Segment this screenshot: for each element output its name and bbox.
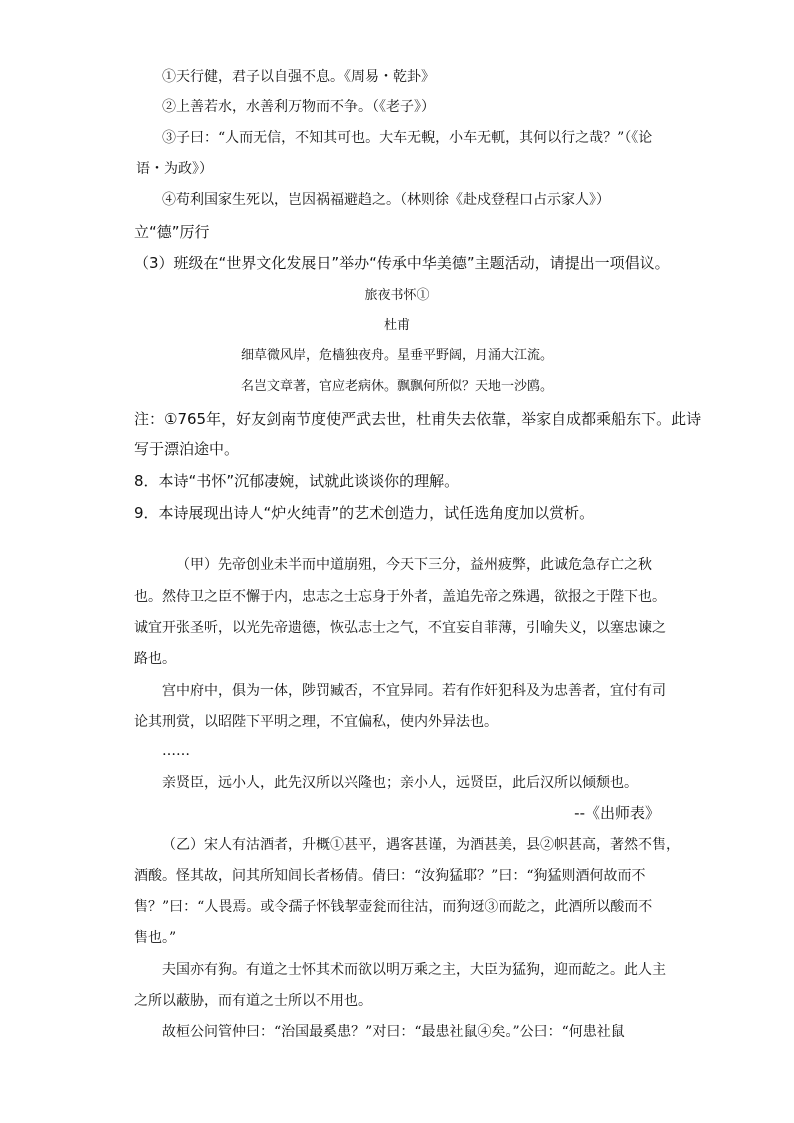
quote-4: ④苟利国家生死以，岂因祸福避趋之。（林则徐《赴戍登程口占示家人》） (162, 192, 610, 208)
passage-b-line: 酒酸。怪其故，问其所知闾长者杨倩。倩曰：“汝狗猛耶？”曰：“狗猛则酒何故而不 (134, 868, 646, 884)
quote-3: ③子曰：“人而无信，不知其可也。大车无輗，小车无軏，其何以行之哉？”（《论 (162, 130, 653, 146)
question-3: （3）班级在“世界文化发展日”举办“传承中华美德”主题活动，请提出一项倡议。 (134, 254, 670, 272)
question-8: 8．本诗“书怀”沉郁凄婉，试就此谈谈你的理解。 (134, 472, 460, 490)
poem-title: 旅夜书怀① (364, 288, 430, 303)
quote-3-cont: 语・为政》） (136, 161, 213, 177)
passage-a-line: 诚宜开张圣听，以光先帝遗德，恢弘志士之气，不宜妄自菲薄，引喻失义，以塞忠谏之 (134, 620, 666, 636)
quote-2: ②上善若水，水善利万物而不争。（《老子》） (162, 99, 435, 115)
passage-b-line: 之所以蔽胁，而有道之士所以不用也。 (134, 993, 372, 1009)
poem-line-2: 名岂文章著，官应老病休。飘飘何所似？天地一沙鸥。 (240, 379, 553, 394)
passage-a-line: 亲贤臣，远小人，此先汉所以兴隆也；亲小人，远贤臣，此后汉所以倾颓也。 (162, 775, 638, 791)
poem-note: 注：①765年，好友剑南节度使严武去世，杜甫失去依靠，举家自成都乘船东下。此诗 (134, 410, 702, 428)
passage-a-line: 论其刑赏，以昭陛下平明之理，不宜偏私，使内外异法也。 (134, 714, 498, 730)
quote-1: ①天行健，君子以自强不息。《周易・乾卦》 (162, 69, 435, 85)
passage-a-line: 宫中府中，俱为一体，陟罚臧否，不宜异同。若有作奸犯科及为忠善者，宜付有司 (162, 683, 666, 699)
section-heading: 立“德”厉行 (134, 223, 210, 241)
question-9: 9．本诗展现出诗人“炉火纯青”的艺术创造力，试任选角度加以赏析。 (134, 504, 595, 522)
passage-b-line: 售也。” (134, 930, 177, 946)
passage-a-line: 路也。 (134, 651, 176, 667)
passage-b-line: 故桓公问管仲曰：“治国最奚患？”对曰：“最患社鼠④矣。”公曰：“何患社鼠 (162, 1024, 625, 1040)
passage-a-source: --《出师表》 (574, 804, 660, 822)
poem-line-1: 细草微风岸，危樯独夜舟。星垂平野阔，月涌大江流。 (240, 348, 553, 363)
passage-b-line: 售？”曰：“人畏焉。或令孺子怀钱挈壶瓮而往沽，而狗迓③而龁之，此酒所以酸而不 (134, 899, 653, 915)
passage-a-line: 也。然侍卫之臣不懈于内，忠志之士忘身于外者，盖追先帝之殊遇，欲报之于陛下也。 (134, 589, 666, 605)
passage-a-ellipsis: …… (162, 743, 190, 759)
poem-note-cont: 写于漂泊途中。 (134, 440, 240, 458)
passage-a-line: （甲）先帝创业未半而中道崩殂，今天下三分，益州疲弊，此诚危急存亡之秋 (176, 557, 652, 573)
passage-b-line: 夫国亦有狗。有道之士怀其术而欲以明万乘之主，大臣为猛狗，迎而龁之。此人主 (162, 962, 666, 978)
poem-author: 杜甫 (383, 318, 410, 333)
passage-b-line: （乙）宋人有沽酒者，升概①甚平，遇客甚谨，为酒甚美，县②帜甚高，著然不售， (162, 837, 680, 853)
